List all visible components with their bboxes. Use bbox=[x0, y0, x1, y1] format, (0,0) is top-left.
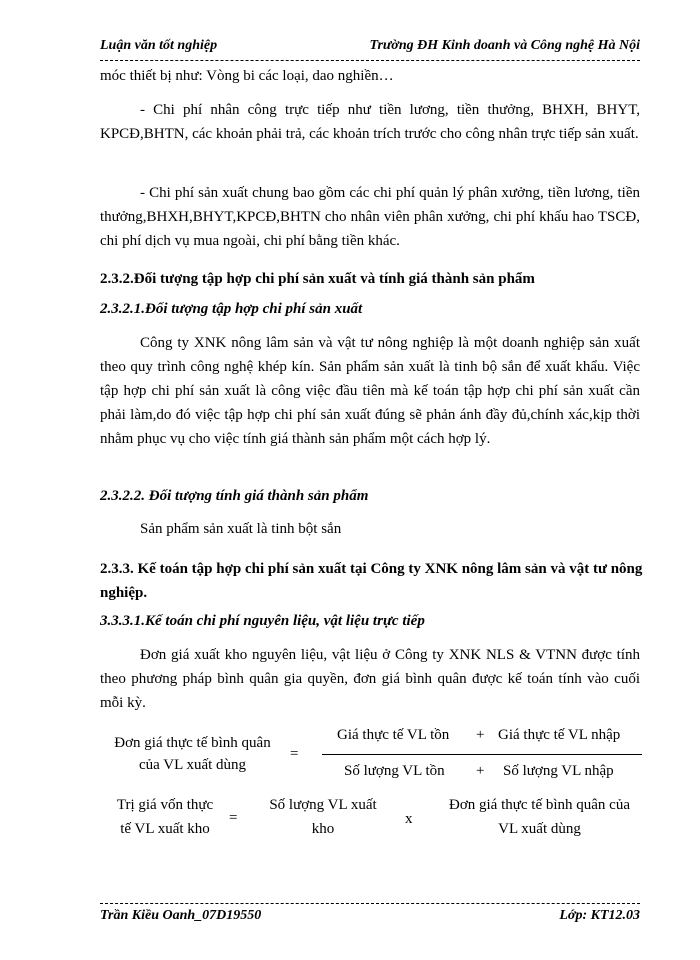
header-divider bbox=[100, 60, 640, 61]
footer-divider bbox=[100, 903, 640, 904]
heading-3-3-3-1: 3.3.3.1.Kế toán chi phí nguyên liệu, vật liệu trực tiếp bbox=[100, 613, 425, 629]
paragraph-labor-cost: - Chi phí nhân công trực tiếp như tiền lương, tiền thưởng, BHXH, BHYT, KPCĐ,BHTN, các khoản phải trả, các khoản trích trước cho công nhân trực tiếp sản xuất. bbox=[100, 102, 640, 142]
formula1-denominator-a: Số lượng VL tồn bbox=[344, 763, 445, 779]
formula1-lhs-line1: Đơn giá thực tế bình quân bbox=[114, 735, 271, 751]
formula2-lhs-line1: Trị giá vốn thực bbox=[116, 797, 214, 813]
heading-2-3-2: 2.3.2.Đối tượng tập hợp chi phí sản xuất và tính giá thành sản phẩm bbox=[100, 271, 535, 287]
heading-2-3-2-2: 2.3.2.2. Đối tượng tính giá thành sản phẩm bbox=[100, 488, 369, 504]
formula1-equals: = bbox=[290, 746, 299, 762]
page-footer bbox=[100, 908, 640, 930]
heading-2-3-2-1: 2.3.2.1.Đối tượng tập hợp chi phí sản xuất bbox=[100, 301, 363, 317]
heading-2-3-3: 2.3.3. Kế toán tập hợp chi phí sản xuất tại Công ty XNK nông lâm sản và vật tư nông nghiệp. bbox=[100, 561, 643, 601]
paragraph-company-description: Công ty XNK nông lâm sản và vật tư nông nghiệp là một doanh nghiệp sản xuất theo quy trình công nghệ khép kín. Sản phẩm sản xuất là tinh bộ sắn để xuất khẩu. Việc tập hợp chi phí sản xuất là công việc đầu tiên mà kế toán tập hợp chi phí sản xuất cần phải làm,do đó việc tập hợp chi phí sản xuất đúng sẽ phản ánh đầy đủ,chính xác,kịp thời nhằm phục vụ cho việc tính giá thành sản phẩm một cách hợp lý. bbox=[100, 335, 640, 447]
formula1-lhs-line2: của VL xuất dùng bbox=[138, 757, 247, 773]
footer-author: Trần Kiều Oanh_07D19550 bbox=[100, 908, 262, 923]
formula2-rhs-line1: Đơn giá thực tế bình quân của bbox=[448, 797, 630, 813]
formula2-mid-line2: kho bbox=[311, 821, 335, 837]
formula1-denominator-b: Số lượng VL nhập bbox=[503, 763, 614, 779]
paragraph-overhead-cost: - Chi phí sản xuất chung bao gồm các chi phí quản lý phân xưởng, tiền lương, tiền thưởng,BHXH,BHYT,KPCĐ,BHTN cho nhân viên phân xưởng, chi phí khấu hao TSCĐ, chi phí dịch vụ mua ngoài, chi phí bằng tiền khác. bbox=[100, 185, 640, 249]
formula1-fraction-bar bbox=[322, 754, 642, 755]
header-university: Trường ĐH Kinh doanh và Công nghệ Hà Nội bbox=[369, 38, 640, 53]
formula1-numerator-b: Giá thực tế VL nhập bbox=[498, 727, 621, 743]
formula1-numerator-a: Giá thực tế VL tồn bbox=[337, 727, 450, 743]
header-thesis-title: Luận văn tốt nghiệp bbox=[100, 38, 218, 53]
formula1-numerator-plus: + bbox=[476, 727, 485, 743]
page-header bbox=[100, 38, 640, 60]
formula2-times: x bbox=[405, 811, 413, 827]
formula2-lhs-line2: tế VL xuất kho bbox=[120, 821, 210, 837]
formula1-denominator-plus: + bbox=[476, 763, 485, 779]
formula2-equals: = bbox=[229, 810, 238, 826]
paragraph-unit-price: Đơn giá xuất kho nguyên liệu, vật liệu ở Công ty XNK NLS & VTNN được tính theo phương pháp bình quân gia quyền, đơn giá bình quân được kế toán tính vào cuối mỗi kỳ. bbox=[100, 647, 640, 711]
formula2-rhs-line2: VL xuất dùng bbox=[498, 821, 581, 837]
footer-class: Lớp: KT12.03 bbox=[559, 908, 640, 923]
paragraph-1: móc thiết bị như: Vòng bi các loại, dao nghiền… bbox=[100, 68, 394, 84]
paragraph-product: Sản phẩm sản xuất là tinh bột sắn bbox=[140, 521, 342, 537]
formula2-mid-line1: Số lượng VL xuất bbox=[269, 797, 377, 813]
